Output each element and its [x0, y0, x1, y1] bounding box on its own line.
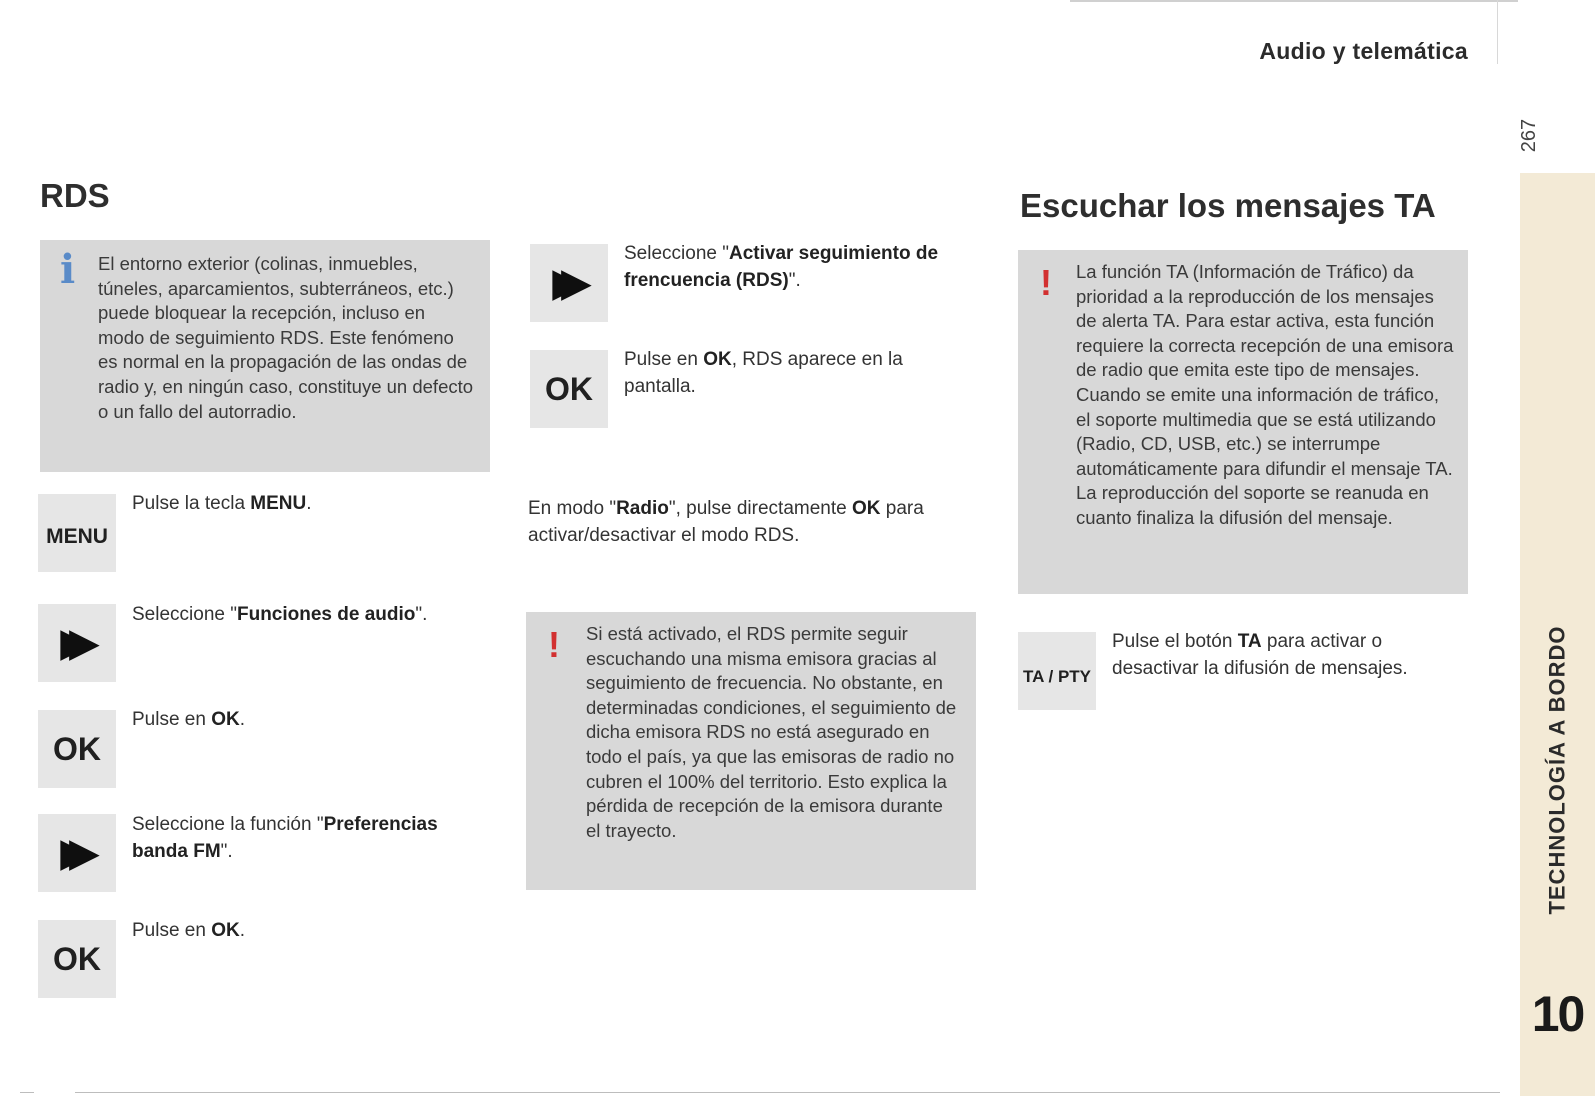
step-select-audio-functions: Seleccione "Funciones de audio". — [132, 604, 428, 625]
radio-mode-instruction: En modo "Radio", pulse directamente OK para activar/desactivar el modo RDS. — [528, 498, 924, 546]
rds-info-note-text: El entorno exterior (colinas, inmuebles, túneles, aparcamientos, subterráneos, etc.) puede bloquear la recepción, incluso en modo de seguimiento RDS. Este fenómeno es normal en la propagación de las ondas de radio y, en ningún caso, constituye un defecto o un fallo del autorradio. — [98, 253, 474, 422]
step-press-ta: Pulse el botón TA para activar o desactivar la difusión de mensajes. — [1112, 631, 1408, 679]
arrow-key-box — [38, 814, 116, 892]
rds-heading: RDS — [40, 177, 110, 214]
warning-icon: ! — [548, 624, 560, 665]
rds-warning-note — [526, 612, 976, 890]
rds-warning-note-text: Si está activado, el RDS permite seguir escuchando una misma emisora gracias al seguimiento de frecuencia. No obstante, en determinadas condiciones, el seguimiento de dicha emisora RDS no está asegurado en todo el país, ya que las emisoras de radio no cubren el 100% del territorio. Esto explica la pérdida de recepción de la emisora durante el trayecto. — [586, 623, 957, 841]
step-press-ok: Pulse en OK. — [132, 709, 246, 730]
arrow-key-box — [530, 244, 608, 322]
side-rule — [1497, 0, 1498, 64]
ta-warning-note — [1018, 250, 1468, 594]
step-press-ok: Pulse en OK. — [132, 920, 246, 941]
top-rule — [1070, 0, 1518, 2]
page-header-title: Audio y telemática — [1259, 38, 1468, 64]
bottom-tick — [20, 1092, 34, 1093]
ok-key-icon: OK — [545, 370, 593, 407]
bottom-rule — [75, 1092, 1500, 1093]
ta-pty-key-icon: TA / PTY — [1023, 667, 1091, 686]
chapter-number: 10 — [1531, 986, 1584, 1042]
double-arrow-icon: ▶▶ — [552, 260, 570, 306]
ta-warning-note-text: La función TA (Información de Tráfico) da prioridad a la reproducción de los mensajes de alerta TA. Para estar activa, esta función requiere la correcta recepción de una emisora de radio que emita este tipo de mensajes. Cuando se emite una información de tráfico, el soporte multimedia que se está utilizando (Radio, CD, USB, etc.) se interrumpe automáticamente para difundir el mensaje TA. La reproducción del soporte se reanuda en cuanto finaliza la difusión del mensaje. — [1076, 261, 1454, 528]
step-activate-rds: Seleccione "Activar seguimiento de frencuencia (RDS)". — [624, 243, 939, 291]
double-arrow-icon: ▶▶ — [60, 830, 78, 876]
chapter-title: TECHNOLOGÍA A BORDO — [1544, 625, 1570, 915]
page-number: 267 — [1518, 118, 1541, 152]
ta-pty-key-box — [1018, 632, 1096, 710]
ok-key-box — [38, 710, 116, 788]
menu-key-box — [38, 494, 116, 572]
step-press-ok-rds: Pulse en OK, RDS aparece en la pantalla. — [624, 349, 903, 397]
step-select-fm-preferences: Seleccione la función "Preferencias banda FM". — [132, 814, 438, 862]
ok-key-box — [530, 350, 608, 428]
warning-icon: ! — [1040, 262, 1052, 303]
menu-key-icon: MENU — [46, 525, 108, 548]
arrow-key-box — [38, 604, 116, 682]
ok-key-icon: OK — [53, 940, 101, 977]
double-arrow-icon: ▶▶ — [60, 620, 78, 666]
ok-key-icon: OK — [53, 730, 101, 767]
ok-key-box — [38, 920, 116, 998]
step-press-menu: Pulse la tecla MENU. — [132, 493, 312, 514]
ta-heading: Escuchar los mensajes TA — [1020, 187, 1436, 224]
rds-info-note — [40, 240, 490, 472]
info-icon: i — [60, 246, 76, 293]
